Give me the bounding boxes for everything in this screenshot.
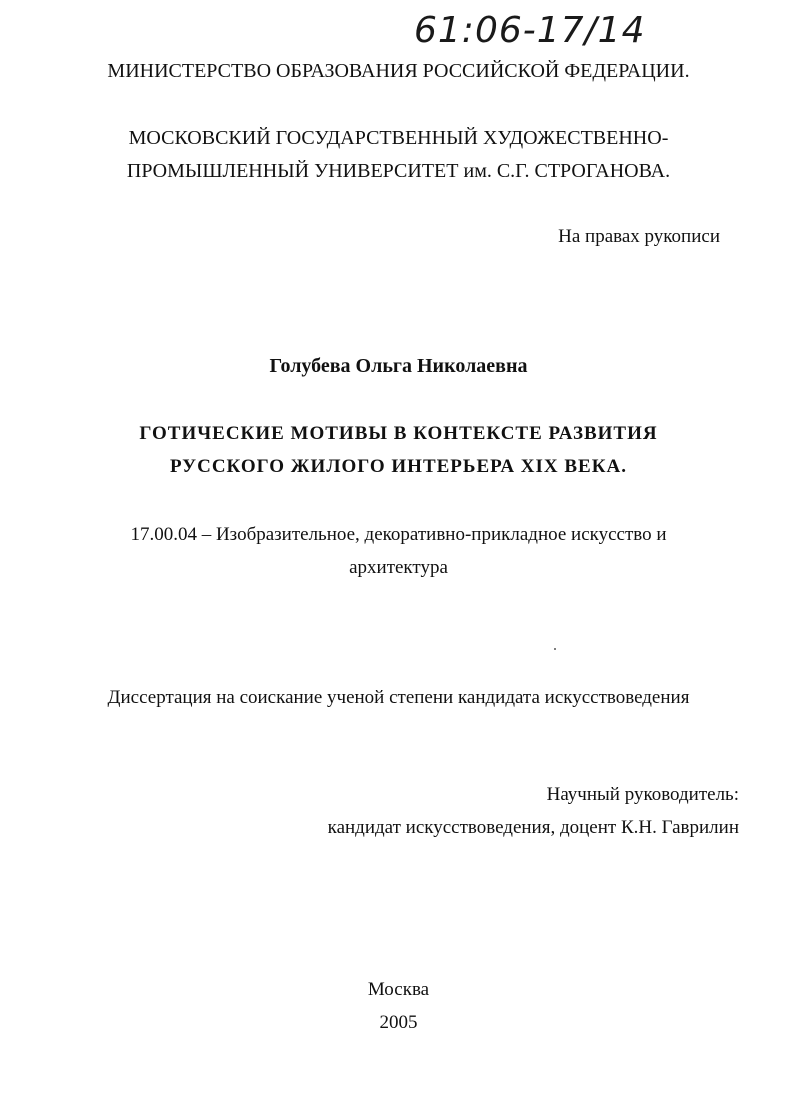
- handwritten-archive-code: [412, 6, 662, 52]
- dissertation-statement: Диссертация на соискание ученой степени кандидата искусствоведения: [107, 687, 690, 708]
- supervisor-label: Научный руководитель:: [546, 784, 739, 805]
- author-name: Голубева Ольга Николаевна: [269, 355, 528, 377]
- university-line-2: ПРОМЫШЛЕННЫЙ УНИВЕРСИТЕТ им. С.Г. СТРОГАНОВА.: [126, 160, 671, 182]
- scan-speck: [554, 648, 556, 650]
- supervisor-name: кандидат искусствоведения, доцент К.Н. Гаврилин: [327, 817, 739, 838]
- thesis-title-line-2: РУССКОГО ЖИЛОГО ИНТЕРЬЕРА XIX ВЕКА.: [170, 456, 627, 477]
- archive-code-text: 61:06-17/14: [414, 10, 646, 51]
- specialty-line-1: 17.00.04 – Изобразительное, декоративно-прикладное искусство и: [130, 524, 667, 545]
- university-line-1: МОСКОВСКИЙ ГОСУДАРСТВЕННЫЙ ХУДОЖЕСТВЕННО-: [128, 127, 669, 149]
- specialty-line-2: архитектура: [349, 557, 448, 578]
- year: 2005: [379, 1012, 418, 1033]
- city: Москва: [367, 979, 430, 1000]
- ministry-heading: МИНИСТЕРСТВО ОБРАЗОВАНИЯ РОССИЙСКОЙ ФЕДЕРАЦИИ.: [107, 60, 690, 82]
- thesis-title-line-1: ГОТИЧЕСКИЕ МОТИВЫ В КОНТЕКСТЕ РАЗВИТИЯ: [139, 423, 658, 444]
- manuscript-note: На правах рукописи: [558, 226, 720, 247]
